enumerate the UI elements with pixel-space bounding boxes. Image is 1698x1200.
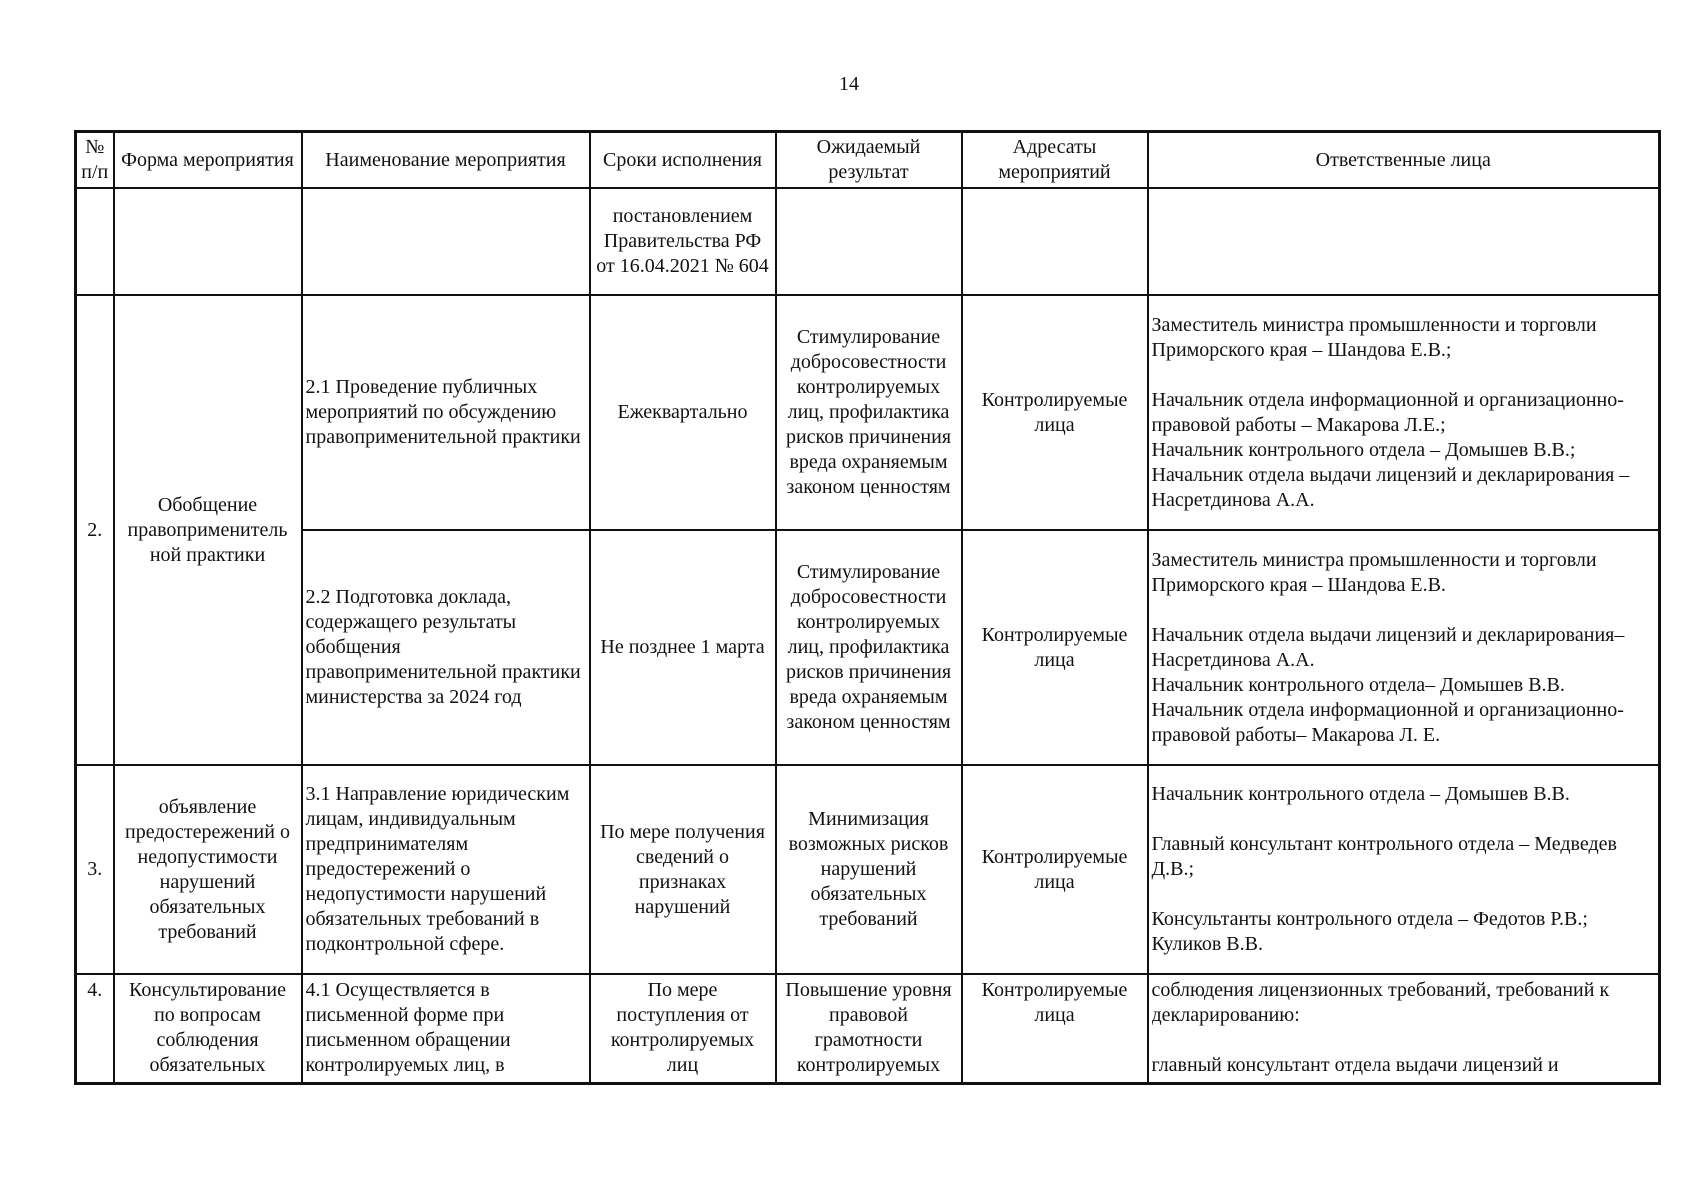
header-deadline: Сроки исполнения [590, 132, 776, 189]
cell-num-4-text: 4. [87, 979, 103, 1001]
cell-addressees-3-1: Контролируемые лица [962, 765, 1148, 974]
header-form: Форма мероприятия [114, 132, 302, 189]
cell-deadline-2-2: Не позднее 1 марта [590, 530, 776, 765]
cell-deadline-2-1: Ежеквартально [590, 295, 776, 530]
cell-form [114, 188, 302, 295]
responsible-line: Главный консультант контрольного отдела – Медведев Д.В.; [1151, 833, 1617, 880]
header-addressees: Адресаты мероприятий [962, 132, 1148, 189]
cell-name-4-1 [302, 974, 590, 1084]
cell-name-2-2: 2.2 Подготовка доклада, содержащего результаты обобщения правоприменительной практики министерства за 2024 год [302, 530, 590, 765]
cell-addressees-4-1-text: Контролируемые лица [981, 979, 1128, 1026]
table-row-2-1 [76, 295, 1660, 530]
responsible-line: Консультанты контрольного отдела – Федотов Р.В.; Куликов В.В. [1151, 908, 1588, 955]
header-name: Наименование мероприятия [302, 132, 590, 189]
cell-responsible-3-1 [1148, 765, 1660, 974]
header-num: № п/п [76, 132, 114, 189]
cell-num-4 [76, 974, 114, 1084]
cell-form-4 [114, 974, 302, 1084]
cell-result-4-1 [776, 974, 962, 1084]
cell-num-2: 2. [76, 295, 114, 765]
cell-addressees-4-1 [962, 974, 1148, 1084]
cell-form-4-text: Консультирование по вопросам соблюдения обязательных [129, 979, 286, 1076]
responsible-line: Начальник контрольного отдела – Домышев В.В. [1151, 783, 1570, 805]
responsible-line: Заместитель министра промышленности и торговли Приморского края – Шандова Е.В.; [1151, 313, 1597, 361]
page-number: 14 [839, 73, 859, 95]
responsible-line: Начальник отдела информационной и организационно-правовой работы – Макарова Л.Е.; [1151, 388, 1624, 436]
cell-result [776, 188, 962, 295]
header-responsible: Ответственные лица [1148, 132, 1660, 189]
cell-name-4-1-text: 4.1 Осуществляется в письменной форме при письменном обращении контролируемых лиц, в [305, 979, 511, 1076]
responsible-line: главный консультант отдела выдачи лицензий и [1151, 1054, 1559, 1076]
responsible-line: Начальник отдела выдачи лицензий и декларирования– Насретдинова А.А. [1151, 623, 1625, 671]
responsible-line: Заместитель министра промышленности и торговли Приморского края – Шандова Е.В. [1151, 548, 1597, 596]
cell-responsible-4-1-text [1152, 978, 1656, 1079]
cell-deadline-4-1 [590, 974, 776, 1084]
cell-name-3-1: 3.1 Направление юридическим лицам, индивидуальным предпринимателям предостережений о недопустимости нарушений обязательных требований в подконтрольной сфере. [302, 765, 590, 974]
cell-addressees [962, 188, 1148, 295]
table-row-2-2 [76, 530, 1660, 765]
table-row-continued [76, 188, 1660, 295]
responsible-line: Начальник отдела информационной и организационно-правовой работы– Макарова Л. Е. [1151, 698, 1624, 746]
cell-responsible-4-1 [1148, 974, 1660, 1084]
cell-num [76, 188, 114, 295]
cell-deadline-3-1: По мере получения сведений о признаках нарушений [590, 765, 776, 974]
cell-result-2-2: Стимулирование добросовестности контролируемых лиц, профилактика рисков причинения вреда охраняемым законом ценностям [776, 530, 962, 765]
cell-form-2: Обобщение правоприменитель ной практики [114, 295, 302, 765]
cell-name-2-1: 2.1 Проведение публичных мероприятий по обсуждению правоприменительной практики [302, 295, 590, 530]
responsible-line: Начальник отдела выдачи лицензий и декларирования – Насретдинова А.А. [1151, 463, 1630, 511]
cell-deadline: постановлением Правительства РФ от 16.04.2021 № 604 [590, 188, 776, 295]
cell-result-3-1: Минимизация возможных рисков нарушений обязательных требований [776, 765, 962, 974]
cell-form-3: объявление предостережений о недопустимости нарушений обязательных требований [114, 765, 302, 974]
cell-result-2-1: Стимулирование добросовестности контролируемых лиц, профилактика рисков причинения вреда охраняемым законом ценностям [776, 295, 962, 530]
cell-addressees-2-2: Контролируемые лица [962, 530, 1148, 765]
cell-responsible-2-2 [1148, 530, 1660, 765]
cell-num-3: 3. [76, 765, 114, 974]
cell-deadline-4-1-text: По мере поступления от контролируемых лиц [610, 979, 755, 1076]
cell-name [302, 188, 590, 295]
cell-addressees-2-1: Контролируемые лица [962, 295, 1148, 530]
table-header-row [76, 132, 1660, 189]
responsible-line: соблюдения лицензионных требований, требований к декларированию: [1151, 979, 1610, 1026]
header-result: Ожидаемый результат [776, 132, 962, 189]
table-row-4 [76, 974, 1660, 1084]
activities-table [74, 130, 1661, 1085]
cell-result-4-1-text: Повышение уровня правовой грамотности контролируемых [785, 979, 952, 1076]
table-row-3 [76, 765, 1660, 974]
responsible-line: Начальник контрольного отдела – Домышев В.В.; [1151, 438, 1576, 461]
cell-responsible-2-1 [1148, 295, 1660, 530]
cell-responsible [1148, 188, 1660, 295]
responsible-line: Начальник контрольного отдела– Домышев В.В. [1151, 673, 1565, 696]
